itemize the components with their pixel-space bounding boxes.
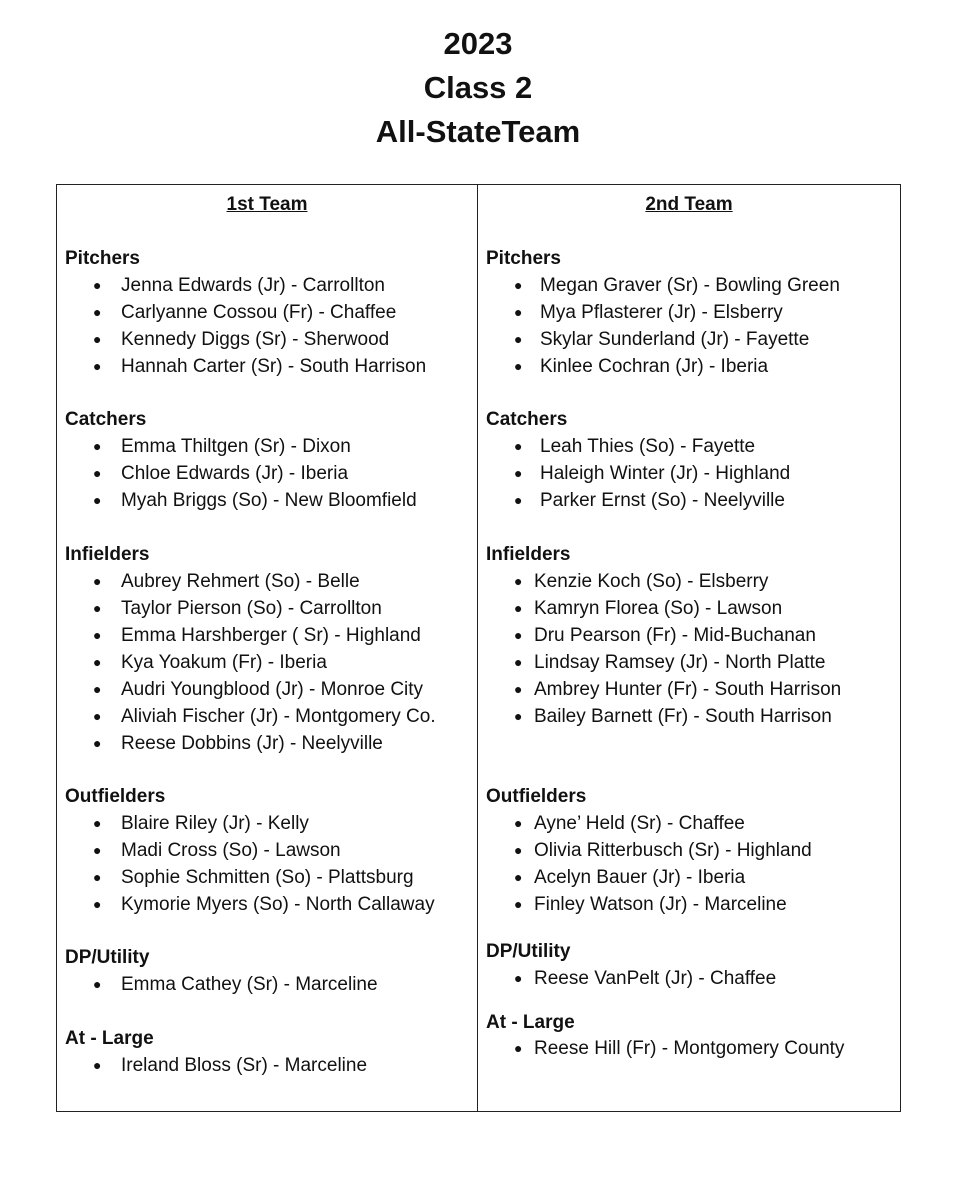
list-item: [65, 299, 473, 326]
second-team-pitchers: [486, 245, 896, 380]
bullet-icon: ●: [93, 465, 102, 481]
list-item: [486, 649, 896, 676]
bullet-icon: ●: [93, 815, 102, 831]
bullet-icon: ●: [514, 358, 523, 374]
bullet-icon: ●: [93, 600, 102, 616]
player-name: Madi Cross (So) - Lawson: [121, 840, 341, 861]
player-name: Kymorie Myers (So) - North Callaway: [121, 894, 435, 915]
player-name: Ireland Bloss (Sr) - Marceline: [121, 1055, 368, 1076]
player-name: Lindsay Ramsey (Jr) - North Platte: [534, 652, 826, 673]
bullet-icon: ●: [514, 600, 523, 616]
list-item: [65, 353, 473, 380]
bullet-icon: ●: [514, 492, 523, 508]
player-name: Kennedy Diggs (Sr) - Sherwood: [121, 329, 390, 350]
player-name: Audri Youngblood (Jr) - Monroe City: [121, 679, 424, 700]
bullet-icon: ●: [93, 358, 102, 374]
bullet-icon: ●: [514, 277, 523, 293]
bullet-icon: ●: [93, 1057, 102, 1073]
list-item: [486, 487, 896, 514]
list-item: [65, 568, 473, 595]
section-title: At - Large: [486, 1012, 575, 1033]
bullet-icon: ●: [93, 654, 102, 670]
player-name: Reese Hill (Fr) - Montgomery County: [534, 1038, 845, 1059]
player-name: Acelyn Bauer (Jr) - Iberia: [534, 867, 746, 888]
list-item: [486, 1035, 896, 1062]
list-item: [65, 810, 473, 837]
section-title: Catchers: [486, 409, 568, 430]
second-team-catchers: [486, 406, 896, 514]
player-name: Reese Dobbins (Jr) - Neelyville: [121, 733, 383, 754]
list-item: [65, 837, 473, 864]
player-name: Bailey Barnett (Fr) - South Harrison: [534, 706, 832, 727]
bullet-icon: ●: [514, 708, 523, 724]
list-item: [486, 568, 896, 595]
player-name: Myah Briggs (So) - New Bloomfield: [121, 490, 417, 511]
bullet-icon: ●: [93, 681, 102, 697]
bullet-icon: ●: [93, 573, 102, 589]
bullet-icon: ●: [514, 1040, 523, 1056]
player-name: Skylar Sunderland (Jr) - Fayette: [540, 329, 810, 350]
player-name: Ayne’ Held (Sr) - Chaffee: [534, 813, 745, 834]
player-name: Kya Yoakum (Fr) - Iberia: [121, 652, 327, 673]
list-item: [65, 971, 473, 998]
list-item: [486, 965, 896, 992]
list-item: [486, 326, 896, 353]
player-name: Olivia Ritterbusch (Sr) - Highland: [534, 840, 812, 861]
list-item: [65, 891, 473, 918]
list-item: [486, 864, 896, 891]
second-team-infielders: [486, 541, 896, 730]
player-name: Finley Watson (Jr) - Marceline: [534, 894, 787, 915]
section-title: Outfielders: [65, 786, 166, 807]
list-item: [65, 433, 473, 460]
list-item: [486, 703, 896, 730]
list-item: [486, 810, 896, 837]
section-title: DP/Utility: [486, 941, 571, 962]
player-name: Kamryn Florea (So) - Lawson: [534, 598, 783, 619]
list-item: [486, 891, 896, 918]
list-item: [486, 460, 896, 487]
player-name: Aliviah Fischer (Jr) - Montgomery Co.: [121, 706, 436, 727]
list-item: [486, 595, 896, 622]
second-team-header: 2nd Team: [645, 194, 733, 215]
list-item: [65, 676, 473, 703]
bullet-icon: ●: [93, 708, 102, 724]
list-item: [65, 649, 473, 676]
bullet-icon: ●: [93, 331, 102, 347]
player-name: Megan Graver (Sr) - Bowling Green: [540, 275, 840, 296]
player-name: Ambrey Hunter (Fr) - South Harrison: [534, 679, 842, 700]
document-title: [0, 22, 956, 154]
list-item: [486, 676, 896, 703]
first-team-dp-utility: [65, 944, 473, 998]
first-team-header: 1st Team: [226, 194, 308, 215]
player-name: Jenna Edwards (Jr) - Carrollton: [121, 275, 385, 296]
player-name: Taylor Pierson (So) - Carrollton: [121, 598, 382, 619]
bullet-icon: ●: [514, 654, 523, 670]
title-year: 2023: [443, 26, 513, 61]
bullet-icon: ●: [514, 331, 523, 347]
list-item: [65, 272, 473, 299]
bullet-icon: ●: [514, 304, 523, 320]
first-team-at-large: [65, 1025, 473, 1079]
player-name: Kenzie Koch (So) - Elsberry: [534, 571, 769, 592]
player-name: Dru Pearson (Fr) - Mid-Buchanan: [534, 625, 816, 646]
bullet-icon: ●: [514, 869, 523, 885]
player-name: Kinlee Cochran (Jr) - Iberia: [540, 356, 769, 377]
bullet-icon: ●: [93, 492, 102, 508]
bullet-icon: ●: [514, 815, 523, 831]
list-item: [486, 433, 896, 460]
list-item: [65, 487, 473, 514]
list-item: [65, 326, 473, 353]
first-team-infielders: [65, 541, 473, 757]
player-name: Sophie Schmitten (So) - Plattsburg: [121, 867, 414, 888]
player-name: Emma Harshberger ( Sr) - Highland: [121, 625, 421, 646]
section-title: Infielders: [65, 544, 150, 565]
title-class: Class 2: [423, 70, 533, 105]
list-item: [65, 1052, 473, 1079]
bullet-icon: ●: [514, 681, 523, 697]
bullet-icon: ●: [514, 465, 523, 481]
section-title: Pitchers: [486, 248, 561, 269]
first-team-outfielders: [65, 783, 473, 918]
bullet-icon: ●: [93, 735, 102, 751]
list-item: [65, 622, 473, 649]
list-item: [486, 353, 896, 380]
player-name: Carlyanne Cossou (Fr) - Chaffee: [121, 302, 397, 323]
section-title: DP/Utility: [65, 947, 150, 968]
title-team: All-StateTeam: [375, 114, 581, 149]
section-title: Catchers: [65, 409, 147, 430]
bullet-icon: ●: [93, 896, 102, 912]
player-name: Hannah Carter (Sr) - South Harrison: [121, 356, 427, 377]
section-title: Infielders: [486, 544, 571, 565]
bullet-icon: ●: [93, 976, 102, 992]
list-item: [65, 730, 473, 757]
all-state-table: [56, 184, 901, 1112]
first-team-pitchers: [65, 245, 473, 380]
section-title: Pitchers: [65, 248, 140, 269]
player-name: Mya Pflasterer (Jr) - Elsberry: [540, 302, 783, 323]
bullet-icon: ●: [93, 304, 102, 320]
first-team-column: [57, 185, 478, 1111]
player-name: Blaire Riley (Jr) - Kelly: [121, 813, 309, 834]
bullet-icon: ●: [93, 277, 102, 293]
player-name: Reese VanPelt (Jr) - Chaffee: [534, 968, 777, 989]
player-name: Parker Ernst (So) - Neelyville: [540, 490, 785, 511]
bullet-icon: ●: [93, 842, 102, 858]
player-name: Aubrey Rehmert (So) - Belle: [121, 571, 360, 592]
section-title: At - Large: [65, 1028, 154, 1049]
player-name: Emma Thiltgen (Sr) - Dixon: [121, 436, 351, 457]
first-team-catchers: [65, 406, 473, 514]
list-item: [486, 622, 896, 649]
section-title: Outfielders: [486, 786, 587, 807]
list-item: [65, 460, 473, 487]
list-item: [65, 864, 473, 891]
list-item: [486, 837, 896, 864]
player-name: Leah Thies (So) - Fayette: [540, 436, 756, 457]
list-item: [65, 703, 473, 730]
bullet-icon: ●: [514, 438, 523, 454]
player-name: Emma Cathey (Sr) - Marceline: [121, 974, 378, 995]
bullet-icon: ●: [514, 573, 523, 589]
bullet-icon: ●: [93, 438, 102, 454]
second-team-at-large: [486, 1011, 896, 1062]
bullet-icon: ●: [514, 896, 523, 912]
bullet-icon: ●: [514, 627, 523, 643]
bullet-icon: ●: [93, 627, 102, 643]
second-team-column: [478, 185, 900, 1111]
list-item: [486, 272, 896, 299]
bullet-icon: ●: [93, 869, 102, 885]
second-team-outfielders: [486, 783, 896, 918]
list-item: [486, 299, 896, 326]
bullet-icon: ●: [514, 842, 523, 858]
second-team-dp-utility: [486, 938, 896, 992]
bullet-icon: ●: [514, 970, 523, 986]
player-name: Chloe Edwards (Jr) - Iberia: [121, 463, 349, 484]
list-item: [65, 595, 473, 622]
player-name: Haleigh Winter (Jr) - Highland: [540, 463, 791, 484]
